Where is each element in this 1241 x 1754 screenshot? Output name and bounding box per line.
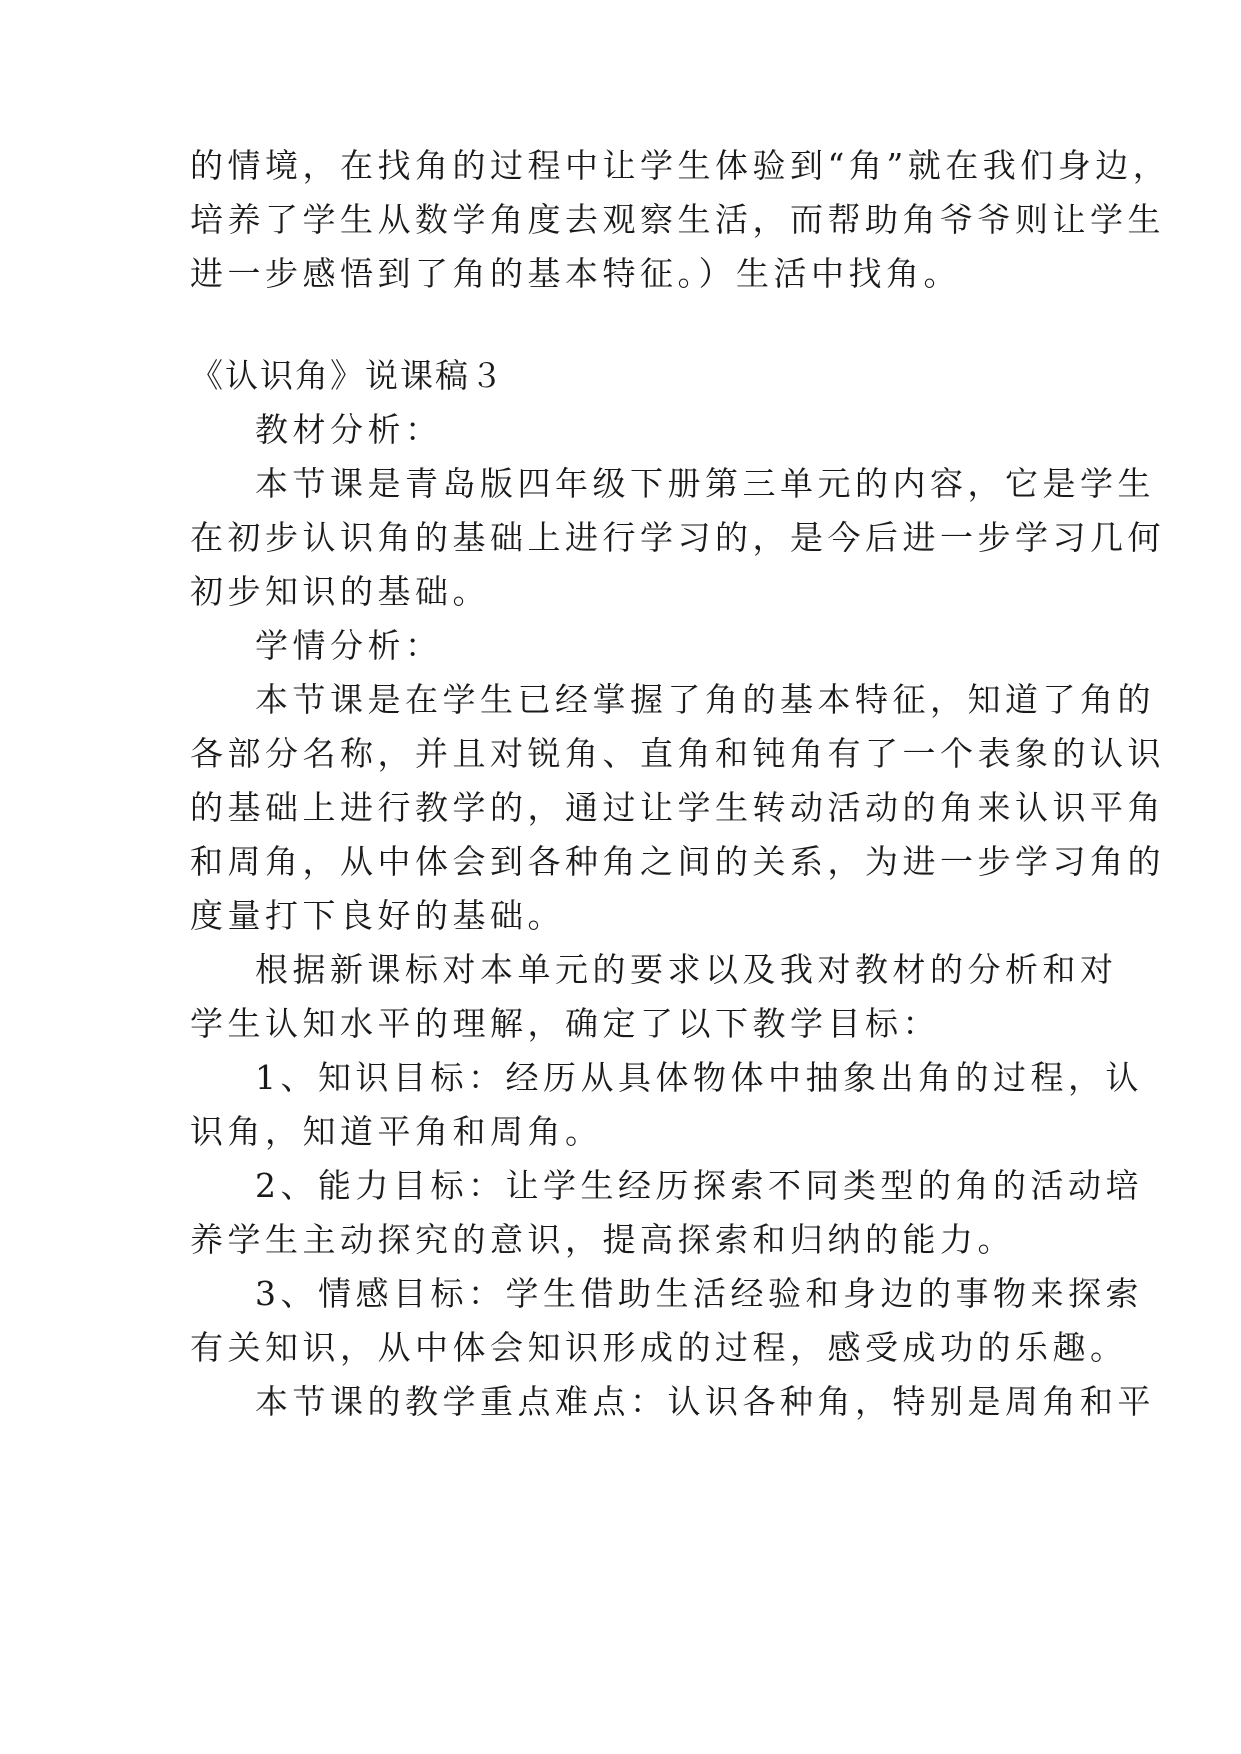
student-analysis-heading: 学情分析： xyxy=(255,626,443,665)
goal-1-line-2: 识角，知道平角和周角。 xyxy=(190,1112,603,1151)
intro-line-2: 培养了学生从数学角度去观察生活，而帮助角爷爷则让学生 xyxy=(190,200,1165,239)
student-line-3: 的基础上进行教学的，通过让学生转动活动的角来认识平角 xyxy=(190,788,1165,827)
goals-intro-line-2: 学生认知水平的理解，确定了以下教学目标： xyxy=(190,1004,940,1043)
goal-3-line-2: 有关知识，从中体会知识形成的过程，感受成功的乐趣。 xyxy=(190,1328,1128,1367)
textbook-line-2: 在初步认识角的基础上进行学习的，是今后进一步学习几何 xyxy=(190,518,1165,557)
intro-line-1: 的情境，在找角的过程中让学生体验到“角”就在我们身边， xyxy=(190,146,1171,185)
goals-intro-line-1: 根据新课标对本单元的要求以及我对教材的分析和对 xyxy=(255,950,1118,989)
student-line-2: 各部分名称，并且对锐角、直角和钝角有了一个表象的认识 xyxy=(190,734,1165,773)
section-title: 《认识角》说课稿３ xyxy=(190,356,505,395)
student-line-4: 和周角，从中体会到各种角之间的关系，为进一步学习角的 xyxy=(190,842,1165,881)
textbook-line-3: 初步知识的基础。 xyxy=(190,572,490,611)
student-line-5: 度量打下良好的基础。 xyxy=(190,896,565,935)
student-line-1: 本节课是在学生已经掌握了角的基本特征，知道了角的 xyxy=(255,680,1155,719)
goal-2-line-1: 2、能力目标：让学生经历探索不同类型的角的活动培 xyxy=(255,1166,1143,1205)
key-points-line-1: 本节课的教学重点难点：认识各种角，特别是周角和平 xyxy=(255,1382,1155,1421)
intro-line-3: 进一步感悟到了角的基本特征。）生活中找角。 xyxy=(190,254,961,293)
textbook-analysis-heading: 教材分析： xyxy=(255,410,443,449)
goal-1-line-1: 1、知识目标：经历从具体物体中抽象出角的过程，认 xyxy=(255,1058,1143,1097)
goal-3-line-1: 3、情感目标：学生借助生活经验和身边的事物来探索 xyxy=(255,1274,1143,1313)
goal-2-line-2: 养学生主动探究的意识，提高探索和归纳的能力。 xyxy=(190,1220,1015,1259)
textbook-line-1: 本节课是青岛版四年级下册第三单元的内容，它是学生 xyxy=(255,464,1155,503)
